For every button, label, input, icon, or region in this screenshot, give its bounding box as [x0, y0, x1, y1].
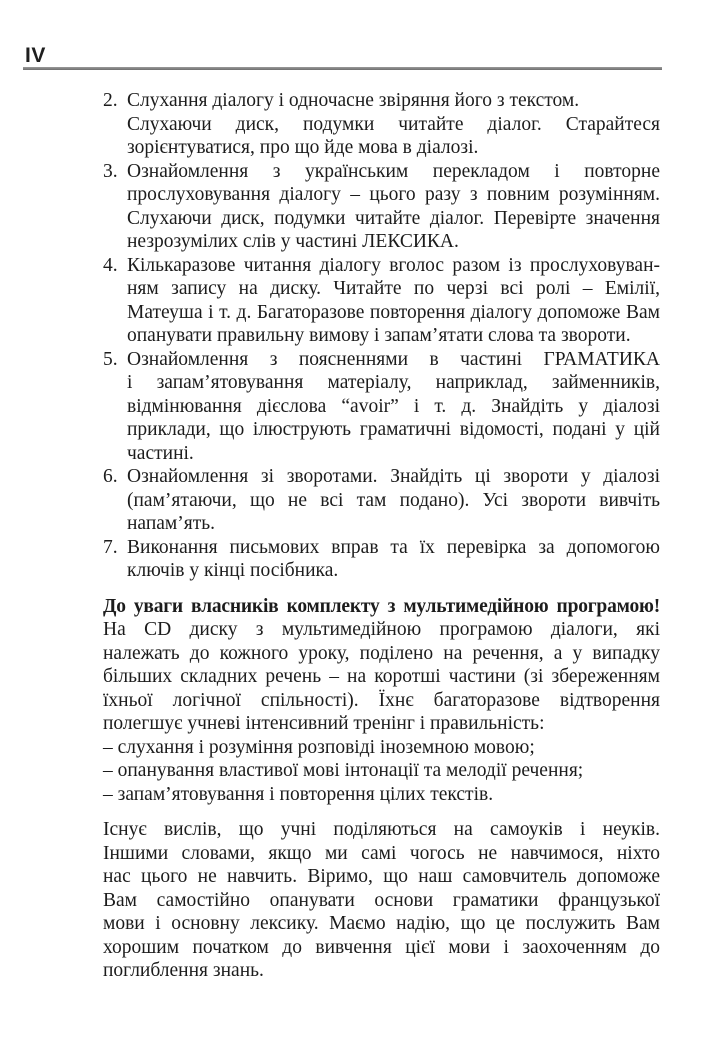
text-line: напам’ять.	[127, 513, 216, 534]
page-number: IV	[25, 44, 46, 67]
item-number: 3.	[103, 160, 118, 182]
list-item	[103, 89, 660, 160]
multimedia-paragraph	[103, 618, 660, 736]
text-block	[103, 89, 660, 983]
list-item	[103, 348, 660, 466]
text-line: Слухаючи диск, подумки читайте діалог. Старайтеся	[127, 113, 660, 135]
item-number: 6.	[103, 466, 118, 487]
text-line: і запам’ятовування матеріалу, наприклад, займенників,	[127, 372, 660, 393]
item-number: 7.	[103, 536, 118, 558]
text-line: зорієнтуватися, про що йде мова в діалозі.	[127, 137, 479, 158]
text-line: Ознайомлення з поясненнями в частині ГРАМАТИКА	[127, 348, 660, 370]
multimedia-heading: До уваги власників комплекту з мультимедійною програмою!	[103, 595, 660, 617]
text-line: хорошим початком до вивчення цієї мови і заохоченням до	[103, 936, 660, 958]
text-line: поглиблення знань.	[103, 960, 264, 981]
text-line: – запам’ятовування і повторення цілих текстів.	[103, 783, 494, 805]
text-line: Слухаючи диск, подумки читайте діалог. Перевірте значення	[127, 207, 660, 229]
list-item	[103, 465, 660, 536]
item-number: 2.	[103, 90, 118, 111]
text-line: На CD диску з мультимедійною програмою діалоги, які	[103, 619, 660, 640]
instructions-list	[103, 89, 660, 583]
text-line: – опанування властивої мові інтонації та мелодії речення;	[103, 760, 584, 781]
text-line: Іншими словами, якщо ми самі чогось не навчимося, ніхто	[103, 842, 660, 864]
list-item	[103, 254, 660, 348]
text-line: Вам самостійно опанувати основи граматики французької	[103, 889, 660, 911]
text-line: Ознайомлення з українським перекладом і повторне	[127, 160, 660, 182]
text-line: Ознайомлення зі зворотами. Знайдіть ці звороти у діалозі	[127, 466, 660, 487]
text-line: Матеуша і т. д. Багаторазове повторення діалогу допоможе Вам	[127, 301, 660, 323]
multimedia-section	[103, 595, 660, 807]
header-rule	[23, 67, 662, 70]
text-line: їхньої логічної спільності). Їхнє багаторазове відтворення	[103, 689, 660, 711]
text-line: Кількаразове читання діалогу вголос разом із прослуховуван-	[127, 254, 660, 276]
text-line: нас цього не навчить. Віримо, що наш самовчитель допоможе	[103, 866, 660, 887]
text-line: ням запису на диску. Читайте по черзі всі ролі – Емілії,	[127, 278, 660, 299]
text-line: опанувати правильну вимову і запам’ятати слова та звороти.	[127, 325, 631, 346]
item-number: 5.	[103, 348, 118, 370]
text-line: приклади, що ілюструють граматичні відомості, подані у цій	[127, 419, 660, 440]
text-line: – слухання і розуміння розповіді іноземною мовою;	[103, 736, 535, 758]
list-item	[103, 160, 660, 254]
text-line: прослуховування діалогу – цього разу з повним розумінням.	[127, 184, 660, 205]
text-line: Слухання діалогу і одночасне звіряння його з текстом.	[127, 90, 580, 111]
text-line: ключів у кінці посібника.	[127, 560, 339, 581]
list-item	[103, 536, 660, 583]
text-line: належать до кожного уроку, поділено на речення, а у випадку	[103, 642, 660, 664]
text-line: відмінювання дієслова “avoir” і т. д. Знайдіть у діалозі	[127, 395, 660, 417]
text-line: Виконання письмових вправ та їх перевірка за допомогою	[127, 536, 660, 558]
item-number: 4.	[103, 254, 118, 276]
text-line: незрозумілих слів у частині ЛЕКСИКА.	[127, 231, 459, 252]
text-line: Існує вислів, що учні поділяються на самоуків і неуків.	[103, 819, 660, 840]
text-line: більших складних речень – на коротші частини (зі збереженням	[103, 666, 660, 687]
benefits-list	[103, 736, 660, 807]
text-line: полегшує учневі інтенсивний тренінг і правильність:	[103, 713, 545, 734]
text-line: (пам’ятаючи, що не всі там подано). Усі звороти вивчіть	[127, 489, 660, 511]
text-line: мови і основну лексику. Маємо надію, що це послужить Вам	[103, 913, 660, 934]
closing-paragraph	[103, 818, 660, 983]
text-line: частині.	[127, 442, 194, 464]
